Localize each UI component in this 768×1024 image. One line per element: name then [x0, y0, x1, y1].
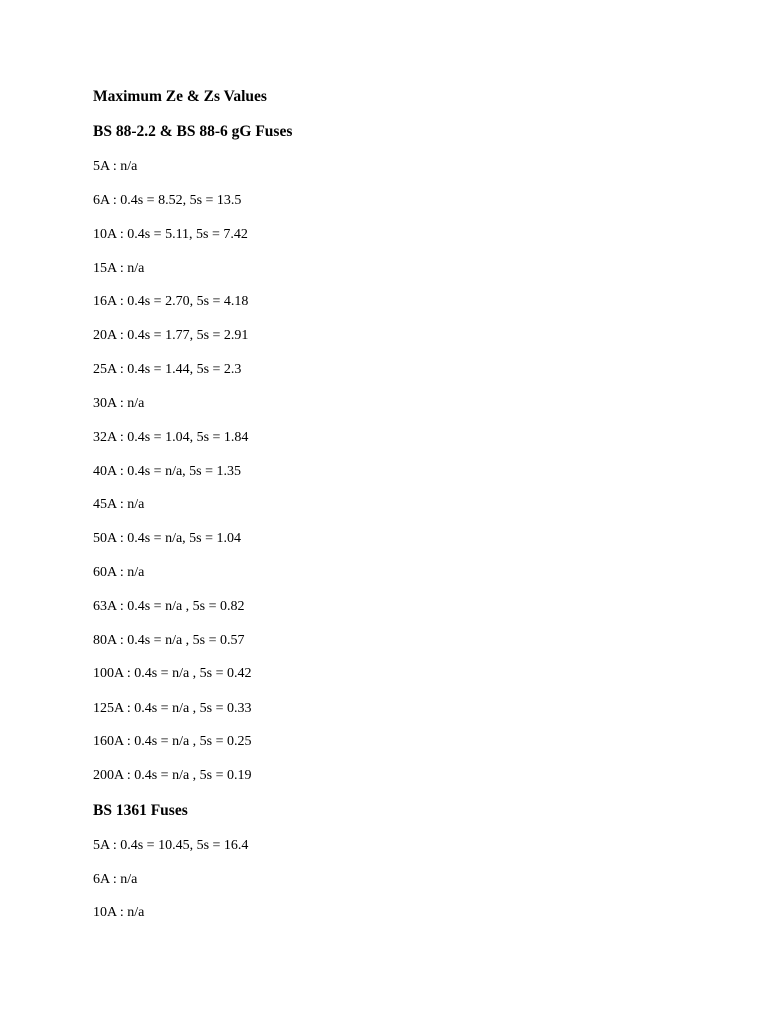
fuse-rating-line: 160A : 0.4s = n/a , 5s = 0.25 [93, 734, 252, 749]
fuse-rating-line: 10A : n/a [93, 905, 145, 920]
fuse-rating-line: 80A : 0.4s = n/a , 5s = 0.57 [93, 633, 245, 648]
fuse-rating-line: 50A : 0.4s = n/a, 5s = 1.04 [93, 531, 242, 546]
fuse-rating-line: 16A : 0.4s = 2.70, 5s = 4.18 [93, 294, 249, 309]
fuse-rating-line: 5A : n/a [93, 159, 138, 174]
fuse-rating-line: 15A : n/a [93, 261, 145, 276]
fuse-rating-line: 30A : n/a [93, 396, 145, 411]
fuse-rating-line: 32A : 0.4s = 1.04, 5s = 1.84 [93, 430, 249, 445]
fuse-rating-line: 63A : 0.4s = n/a , 5s = 0.82 [93, 599, 245, 614]
fuse-rating-line: 10A : 0.4s = 5.11, 5s = 7.42 [93, 227, 248, 242]
fuse-rating-line: 200A : 0.4s = n/a , 5s = 0.19 [93, 768, 252, 783]
document-title: Maximum Ze & Zs Values [93, 88, 267, 105]
fuse-rating-line: 60A : n/a [93, 565, 145, 580]
fuse-rating-line: 45A : n/a [93, 497, 145, 512]
fuse-rating-line: 5A : 0.4s = 10.45, 5s = 16.4 [93, 838, 249, 853]
fuse-rating-line: 6A : n/a [93, 872, 138, 887]
fuse-rating-line: 40A : 0.4s = n/a, 5s = 1.35 [93, 464, 242, 479]
fuse-rating-line: 100A : 0.4s = n/a , 5s = 0.42 [93, 666, 252, 681]
fuse-rating-line: 125A : 0.4s = n/a , 5s = 0.33 [93, 701, 252, 716]
fuse-rating-line: 20A : 0.4s = 1.77, 5s = 2.91 [93, 328, 249, 343]
fuse-rating-line: 25A : 0.4s = 1.44, 5s = 2.3 [93, 362, 242, 377]
section-heading-bs88: BS 88-2.2 & BS 88-6 gG Fuses [93, 123, 293, 140]
section-heading-bs1361: BS 1361 Fuses [93, 802, 188, 819]
fuse-rating-line: 6A : 0.4s = 8.52, 5s = 13.5 [93, 193, 242, 208]
